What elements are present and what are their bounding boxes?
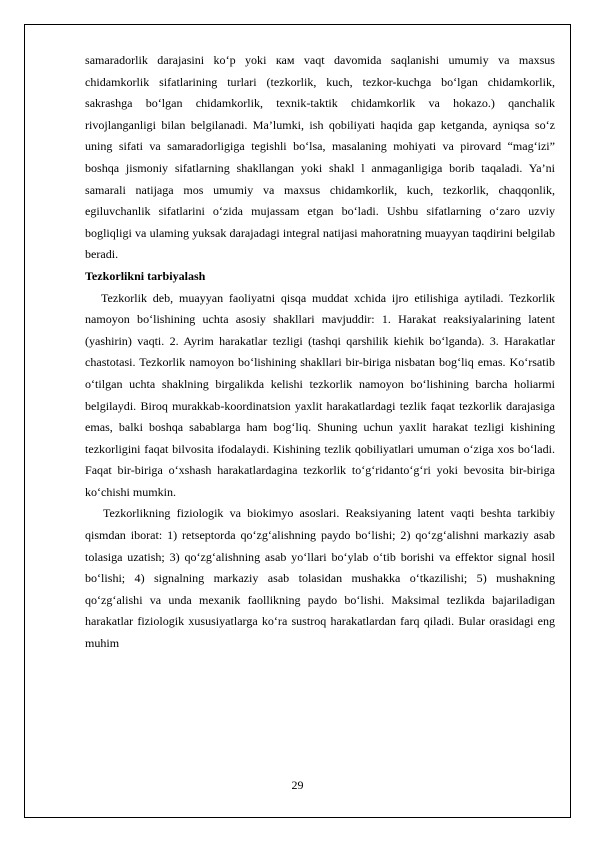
paragraph-speed-definition: Tezkorlik deb, muayyan faoliyatni qisqa muddat xchida ijro etilishiga aytiladi. Tezkorlik namoyon bo‘lishining uchta asosiy shakllari mavjuddir: 1. Harakat reaksiyalarining latent (yashirin) vaqti. 2. Ayrim harakatlar tezligi (tashqi qarshilik kiehik bo‘lganda). 3. Harakatlar chastotasi. Tezkorlik namoyon bo‘lishining shakllari bir-biriga nisbatan bog‘liq emas. Ko‘rsatib o‘tilgan uchta shaklning birgalikda kelishi tezkorlik namoyon bo‘lishining barcha holiarmi belgilaydi. Biroq murakkab-koordinatsion yaxlit harakatlardagi tezlik faqat tezkorlik darajasiga emas, balki boshqa sabablarga ham bog‘liq. Shuning uchun yaxlit harakat tezligi kishining tezkorligini faqat bilvosita ifodalaydi. Kishining tezlik qobiliyatlari umuman o‘ziga xos bo‘ladi. Faqat bir-biriga o‘xshash harakatlardagina tezkorlik to‘g‘ridanto‘g‘ri yoki bevosita bir-biriga ko‘chishi mumkin. <box>85 290 555 499</box>
paragraph-continuation: samaradorlik darajasini ko‘p yoki кам vaqt davomida saqlanishi umumiy va maxsus chidamkorlik sifatlarining turlari (tezkorlik, kuch, tezkor-kuchga bo‘lgan chidamkorlik, sakrashga bo‘lgan chidamkorlik, texnik-taktik chidamkorlik va hokazo.) qanchalik rivojlanganligi bilan belgilanadi. Ma’lumki, ish qobiliyati haqida gap ketganda, ayniqsa so‘z uning sifati va samaradorligiga tegishli bo‘lsa, masalaning mohiyati va pirovard “mag‘izi” boshqa jismoniy sifatlarning shakllangan yoki shakl l anmaganligiga borib taqaladi. Ya’ni samarali natijaga mos umumiy va maxsus chidamkorlik, kuch, tezkorlik, chaqqonlik, egiluvchanlik sifatlarini o‘zida mujassam etgan bo‘ladi. Ushbu sifatlarning o‘zaro uzviy bogliqligi va ulaming yuksak darajadagi integral natijasi mahoratning muayyan taqdirini belgilab beradi. <box>85 53 555 262</box>
section-heading: Tezkorlikni tarbiyalash <box>85 268 206 283</box>
paragraph-physiology: Tezkorlikning fiziologik va biokimyo asoslari. Reaksiyaning latent vaqti beshta tarkibiy qismdan iborat: 1) retseptorda qo‘zg‘alishning paydo bo‘lishi; 2) qo‘zg‘alishni markaziy asab tolasiga uzatish; 3) qo‘zg‘alishning asab yo‘llari bo‘ylab o‘tib borishi va effektor signal hosil bo‘lishi; 4) signalning markaziy asab tolasidan mushakka o‘tkazilishi; 5) mushakning qo‘zg‘alishi va unda mexanik faollikning paydo bo‘lishi. Maksimal tezlikda bajariladigan harakatlar fiziologik xususiyatlarga ko‘ra sustroq harakatlardan farq qiladi. Bular orasidagi eng muhim <box>85 506 555 651</box>
page-body <box>85 50 555 655</box>
page-number: 29 <box>291 778 304 792</box>
